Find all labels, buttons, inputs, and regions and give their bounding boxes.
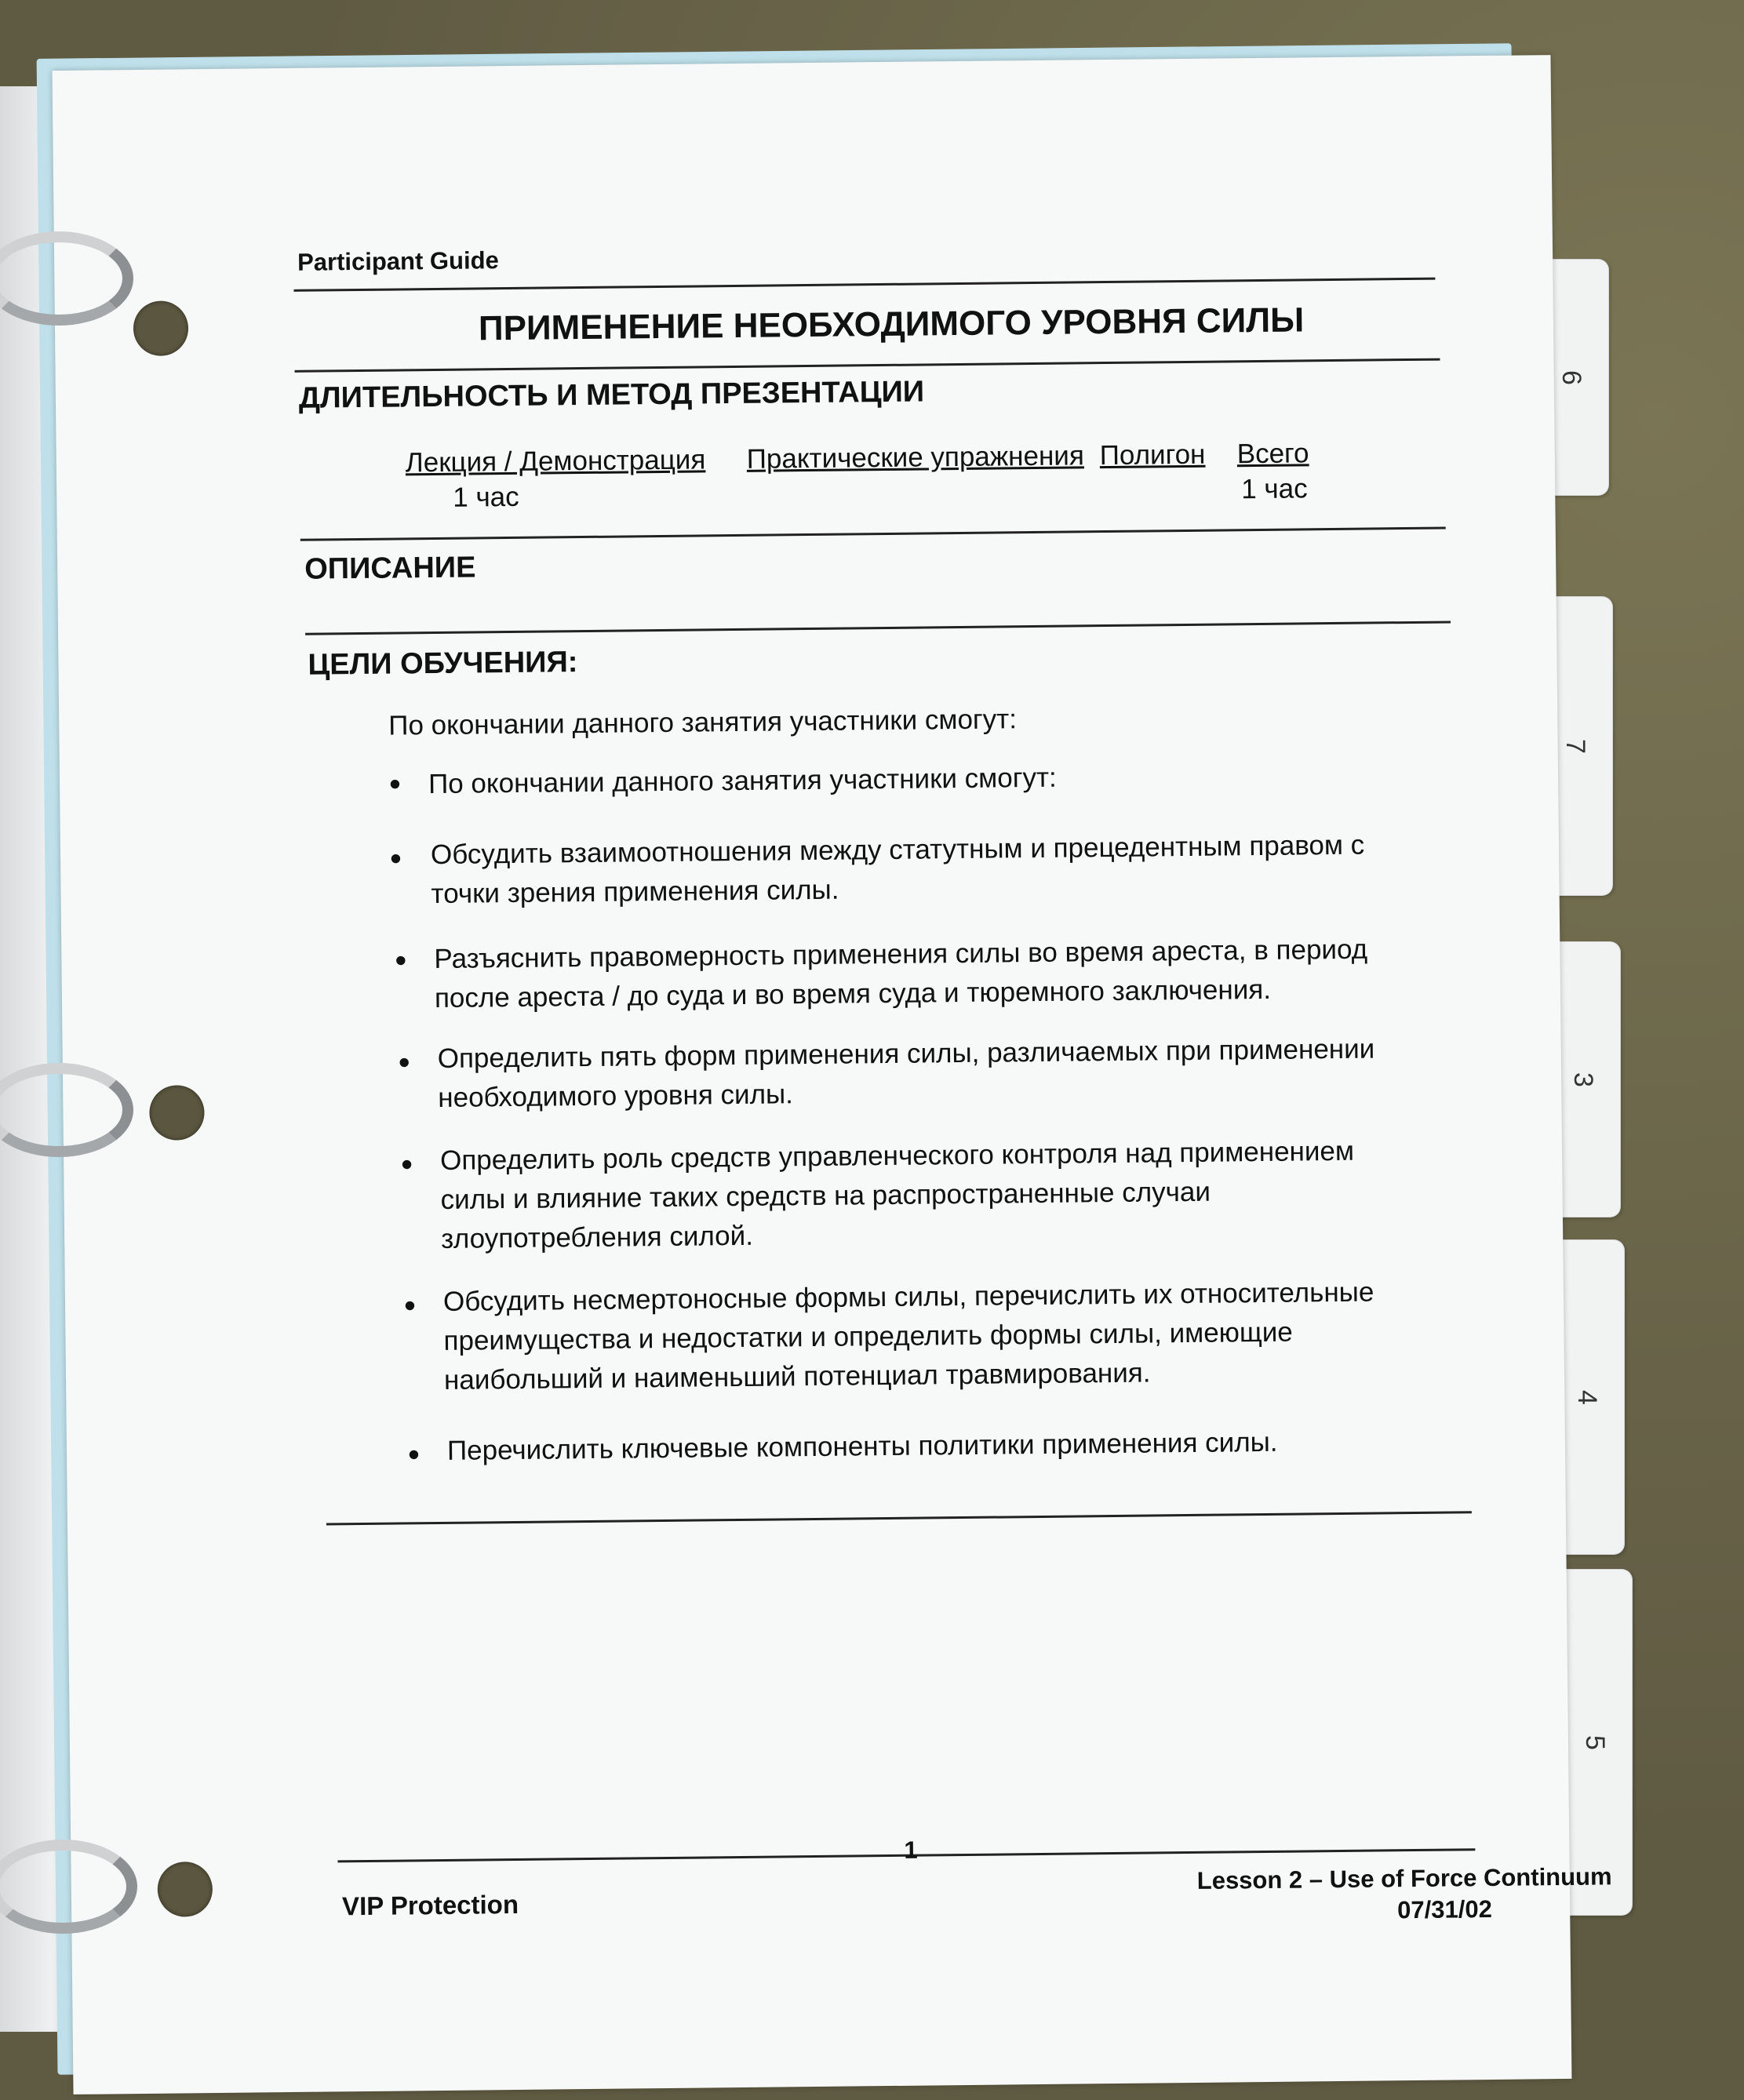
bullet-marker: • [403,1287,417,1324]
objective-item: после ареста / до суда и во время суда и тюремного заключения. [434,974,1272,1014]
column-lecture: Лекция / Демонстрация [405,444,706,479]
duration-heading: ДЛИТЕЛЬНОСТЬ И МЕТОД ПРЕЗЕНТАЦИИ [298,375,925,415]
objective-item: Определить пять форм применения силы, различаемых при применении [437,1033,1375,1074]
bullet-marker: • [400,1145,413,1183]
footer-course: VIP Protection [341,1889,519,1921]
objective-item: необходимого уровня силы. [438,1079,794,1113]
document-page [53,55,1612,2095]
objective-item: По окончании данного занятия участники смогут: [428,762,1057,800]
tab-label: 6 [1556,369,1586,385]
objective-item: силы и влияние таких средств на распространенные случаи [440,1176,1211,1215]
tab-label: 7 [1560,738,1590,754]
tab-label: 4 [1571,1389,1602,1405]
objective-item: злоупотребления силой. [440,1220,754,1254]
bullet-marker: • [388,765,402,803]
objectives-heading: ЦЕЛИ ОБУЧЕНИЯ: [308,646,578,682]
guide-label: Participant Guide [297,246,499,276]
objective-item: преимущества и недостатки и определить формы силы, имеющие [443,1316,1293,1356]
punch-hole [133,300,189,356]
column-range: Полигон [1099,439,1206,471]
bullet-marker: • [395,941,407,979]
footer-date: 07/31/02 [1397,1894,1493,1924]
objective-item: Обсудить взаимоотношения между статутным и прецедентным правом с [430,829,1365,871]
objective-item: наибольший и наименьший потенциал травмирования. [443,1357,1151,1396]
bullet-marker: • [389,839,402,877]
punch-hole [149,1085,205,1141]
page-title: ПРИМЕНЕНИЕ НЕОБХОДИМОГО УРОВНЯ СИЛЫ [478,300,1305,348]
description-rule [305,621,1451,635]
tab-label: 5 [1579,1734,1610,1750]
tab-label: 3 [1567,1072,1598,1087]
bullet-marker: • [407,1436,421,1473]
column-practice: Практические упражнения [746,440,1085,475]
footer-lesson: Lesson 2 – Use of Force Continuum [1196,1862,1612,1894]
objective-item: Определить роль средств управленческого контроля над применением [439,1135,1355,1176]
objective-item: Разъяснить правомерность применения силы во время ареста, в период [434,934,1368,975]
bullet-marker: • [398,1043,410,1081]
total-hours: 1 час [1241,473,1308,505]
column-total: Всего [1236,438,1309,470]
objectives-rule [326,1511,1472,1525]
header-rule [293,278,1435,292]
lecture-hours: 1 час [453,481,519,513]
page-number: 1 [904,1836,918,1864]
objectives-intro: По окончании данного занятия участники смогут: [388,704,1018,741]
objective-item: Перечислить ключевые компоненты политики применения силы. [446,1426,1278,1466]
description-heading: ОПИСАНИЕ [304,551,476,586]
punch-hole [157,1862,213,1917]
objective-item: Обсудить несмертоносные формы силы, перечислить их относительные [442,1276,1374,1317]
objective-item: точки зрения применения силы. [431,874,839,910]
duration-rule [300,527,1446,541]
title-rule [295,358,1440,373]
